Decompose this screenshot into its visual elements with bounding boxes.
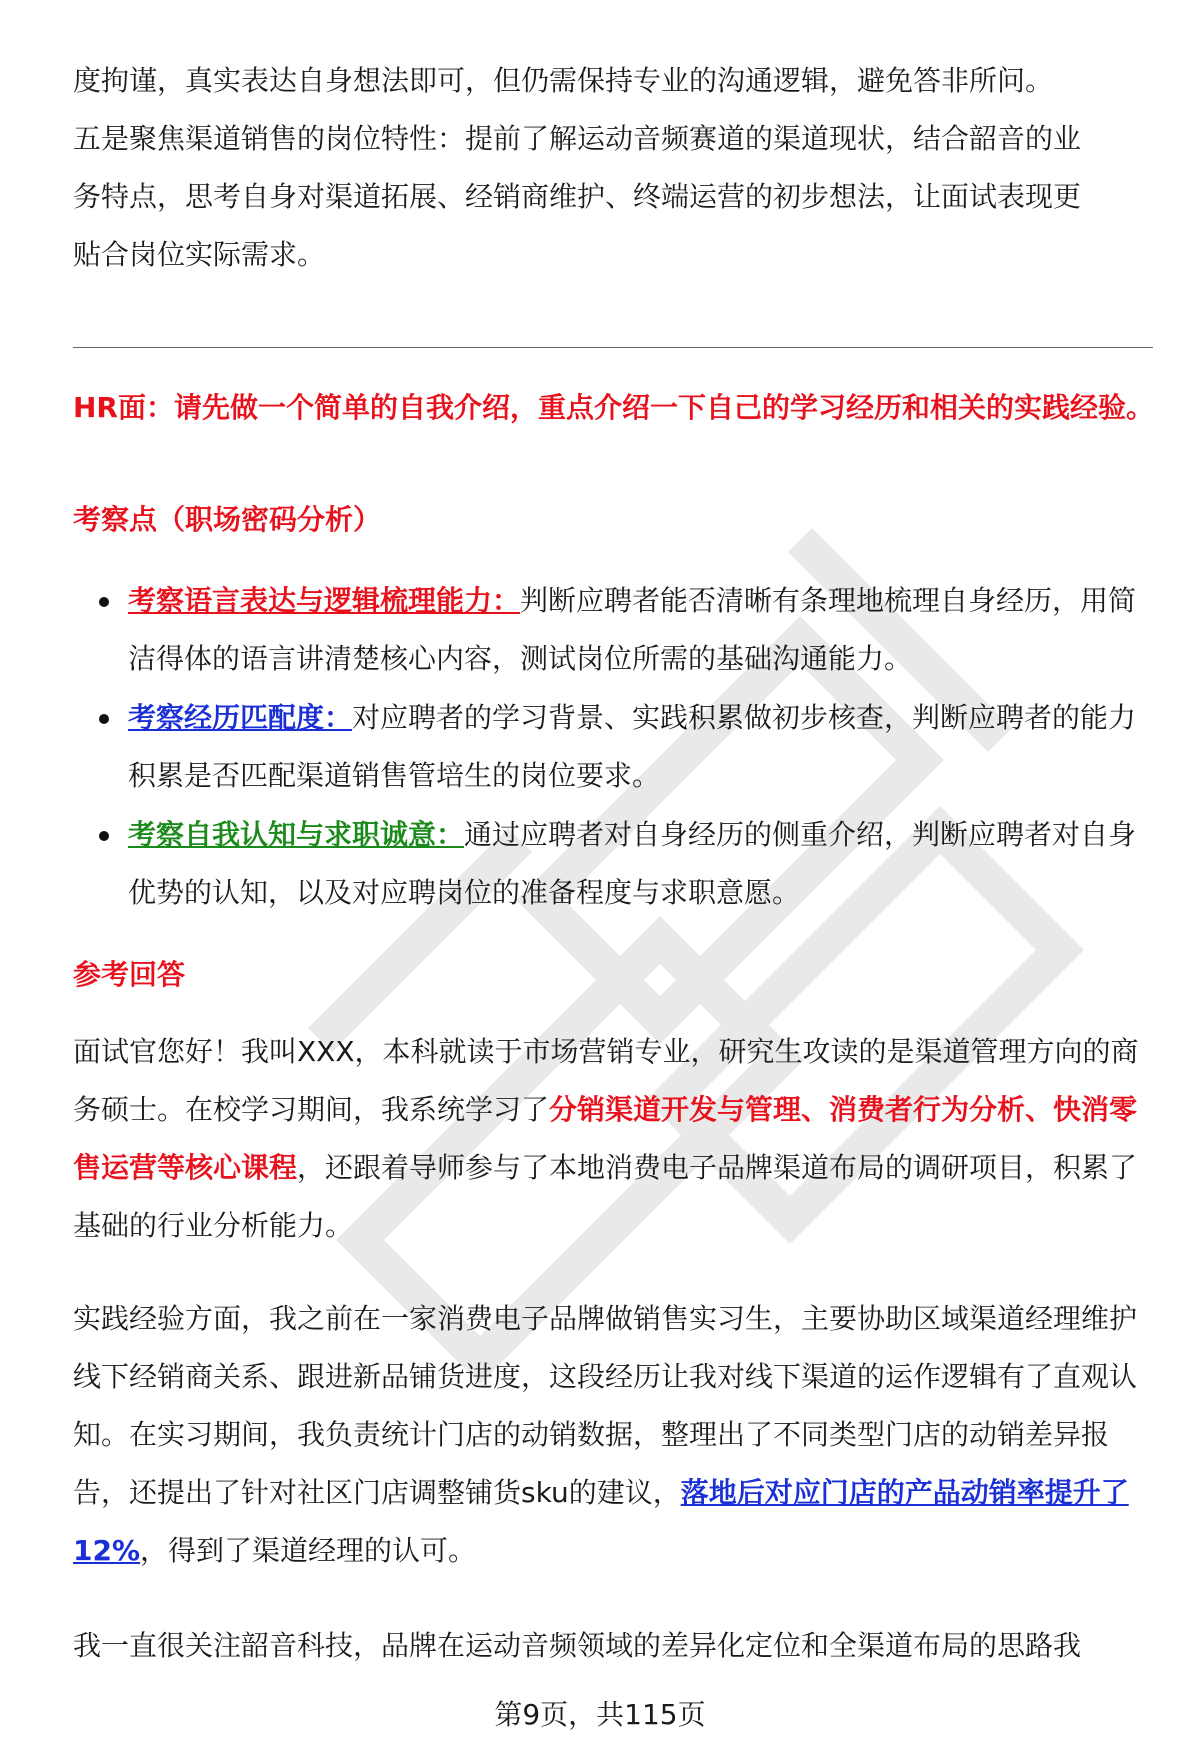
- point-keyword: 考察经历匹配度：: [128, 701, 353, 734]
- point-text: 判断应聘者能否清晰有条理地梳理自身经历，用简洁得体的语言讲清楚核心内容，测试岗位所需的基础沟通能力。: [128, 584, 1137, 675]
- point-keyword: 考察自我认知与求职诚意：: [128, 818, 465, 851]
- answer-text: 实践经验方面，我之前在一家消费电子品牌做销售实习生，主要协助区域渠道经理维护线下经销商关系、跟进新品铺货进度，这段经历让我对线下渠道的运作逻辑有了直观认知。在实习期间，我负责统计门店的动销数据，整理出了不同类型门店的动销差异报告，还提出了针对社区门店调整铺货sku的建议，: [73, 1302, 1138, 1509]
- answer-text: ，还跟着导师参与了本地消费电子品牌渠道布局的调研项目，积累了基础的行业分析能力。: [73, 1151, 1138, 1242]
- section-divider: [73, 347, 1153, 348]
- bullet-icon: [99, 597, 109, 607]
- answer-text: 面试官您好！我叫XXX，本科就读于市场营销专业，研究生攻读的是渠道管理方向的商务硕士。在校学习期间，我系统学习了: [73, 1035, 1139, 1126]
- page-footer: 第9页，共115页: [494, 1698, 706, 1731]
- list-item: [73, 806, 1153, 922]
- intro-line: 务特点，思考自身对渠道拓展、经销商维护、终端运营的初步想法，让面试表现更: [73, 180, 1082, 213]
- answer-heading: 参考回答: [73, 958, 186, 991]
- answer-text: ，得到了渠道经理的认可。: [140, 1534, 477, 1567]
- intro-line: 贴合岗位实际需求。: [73, 238, 326, 271]
- point-keyword: 考察语言表达与逻辑梳理能力：: [128, 584, 521, 617]
- intro-line: 五是聚焦渠道销售的岗位特性：提前了解运动音频赛道的渠道现状，结合韶音的业: [73, 122, 1082, 155]
- bullet-icon: [99, 831, 109, 841]
- list-item: [73, 689, 1153, 805]
- answer-paragraph-1: [73, 1023, 1153, 1255]
- intro-line: 度拘谨，真实表达自身想法即可，但仍需保持专业的沟通逻辑，避免答非所问。: [73, 64, 1054, 97]
- point-text: 通过应聘者对自身经历的侧重介绍，判断应聘者对自身优势的认知，以及对应聘岗位的准备程度与求职意愿。: [128, 818, 1137, 909]
- intro-paragraph: [73, 52, 1153, 284]
- list-item: [73, 572, 1153, 688]
- answer-highlight: 落地后对应门店的产品动销率提升了12%: [73, 1476, 1129, 1567]
- bullet-icon: [99, 714, 109, 724]
- answer-text: 我一直很关注韶音科技，品牌在运动音频领域的差异化定位和全渠道布局的思路我: [73, 1629, 1082, 1662]
- points-heading: 考察点（职场密码分析）: [73, 503, 382, 536]
- answer-paragraph-3: [73, 1617, 1153, 1675]
- point-text: 对应聘者的学习背景、实践积累做初步核查，判断应聘者的能力积累是否匹配渠道销售管培生的岗位要求。: [128, 701, 1137, 792]
- answer-paragraph-2: [73, 1290, 1153, 1580]
- answer-highlight: 分销渠道开发与管理、消费者行为分析、快消零售运营等核心课程: [73, 1093, 1138, 1184]
- interview-question: HR面：请先做一个简单的自我介绍，重点介绍一下自己的学习经历和相关的实践经验。: [73, 391, 1154, 424]
- points-list: [73, 572, 1153, 923]
